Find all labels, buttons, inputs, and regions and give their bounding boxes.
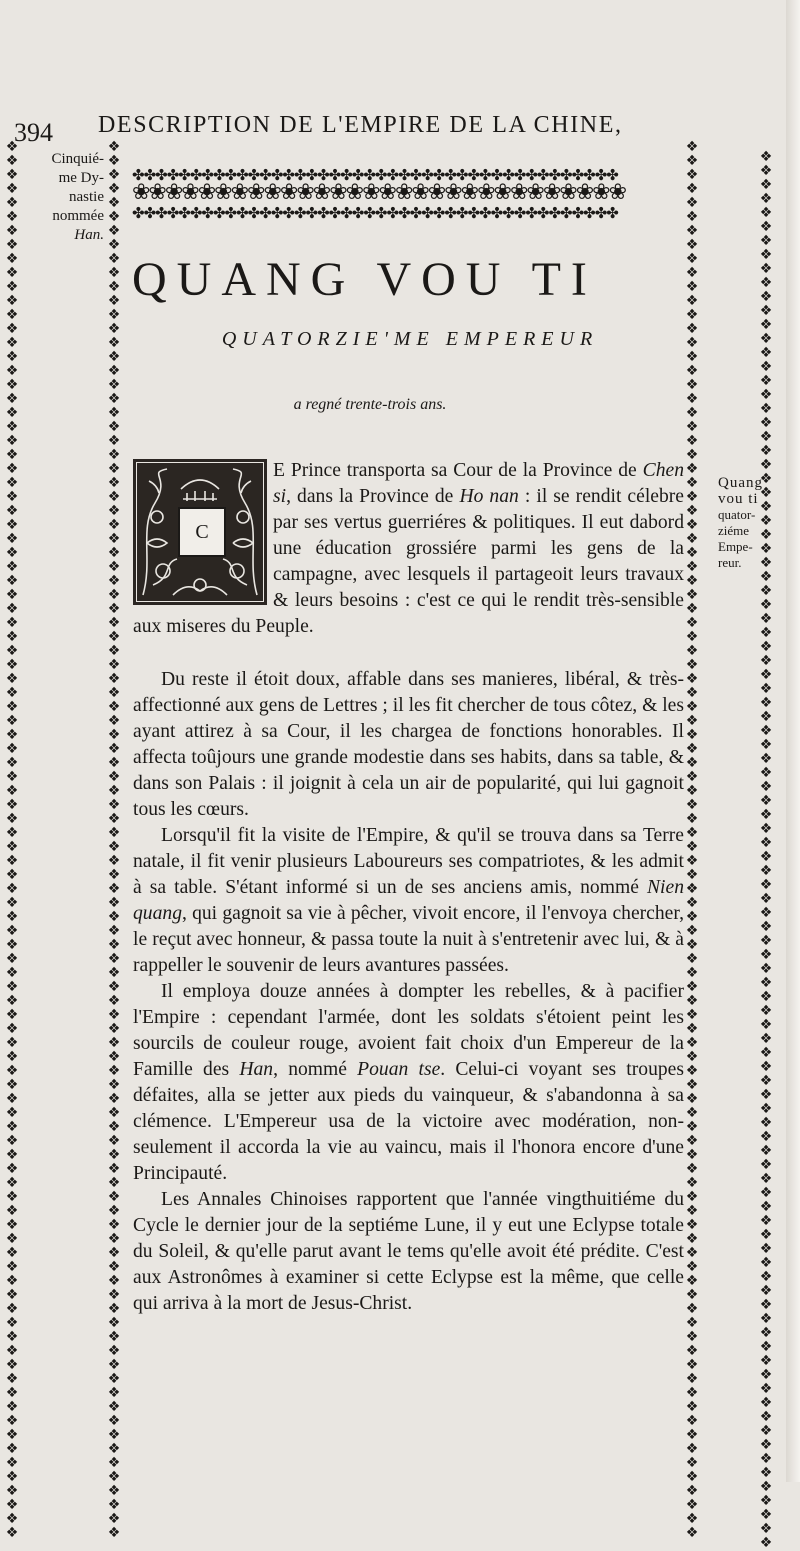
ornament-rule-outer-left: ❖❖❖❖❖❖❖❖❖❖❖❖❖❖❖❖❖❖❖❖❖❖❖❖❖❖❖❖❖❖❖❖❖❖❖❖❖❖❖❖❖❖❖❖❖❖❖❖❖❖❖❖❖❖❖❖❖❖❖❖❖❖❖❖❖❖❖❖❖❖❖❖❖❖❖❖❖❖❖❖❖❖❖❖❖❖❖❖❖❖❖❖❖❖❖❖❖❖❖❖ [5,139,19,1541]
running-head: DESCRIPTION DE L'EMPIRE DE LA CHINE, [98,112,623,138]
text-run: , dans la Province de [286,486,460,507]
margin-note-right-line: Empe- [718,539,753,554]
ornament-rule-inner-left: ❖❖❖❖❖❖❖❖❖❖❖❖❖❖❖❖❖❖❖❖❖❖❖❖❖❖❖❖❖❖❖❖❖❖❖❖❖❖❖❖❖❖❖❖❖❖❖❖❖❖❖❖❖❖❖❖❖❖❖❖❖❖❖❖❖❖❖❖❖❖❖❖❖❖❖❖❖❖❖❖❖❖❖❖❖❖❖❖❖❖❖❖❖❖❖❖❖❖❖❖ [107,139,121,1541]
text-run: , nommé [273,1059,358,1080]
page-number: 394 [14,118,53,147]
paragraph-5: Les Annales Chinoises rapportent que l'année vingthuitiéme du Cycle le dernier jour de la septiéme Lune, il y eut une Eclypse totale du Soleil, & qu'elle parut avant le tems qu'elle avoit été prédite. C'est aux Astronômes à examiner si cette Eclypse est la même, que celle qui arriva à la mort de Jesus-Christ. [133,1189,684,1314]
margin-note-right-line: ziéme [718,523,750,538]
margin-note-left-line: me Dy- [58,170,104,186]
text-run: , qui gagnoit sa vie à pêcher, vivoit encore, il l'envoya chercher, le reçut avec honneur, & passa toute la nuit à s'entretenir avec lui, & à rappeller le souvenir de leurs avantures passées. [133,903,684,976]
dynasty-name: Han [239,1059,274,1080]
margin-note-left-line: Han. [74,227,104,243]
emperor-subtitle: QUATORZIE'ME EMPEREUR [221,328,599,350]
decorated-initial [133,459,267,605]
margin-note-right-line: reur. [718,555,742,570]
text-run: Lorsqu'il fit la visite de l'Empire, & qu'il se trouva dans sa Terre natale, il fit venir plusieurs Laboureurs ses compatriotes, & les admit à sa table. S'étant informé si un de ses anciens amis, nommé [133,825,684,898]
ornament-band-middle: ❀❀❀❀❀❀❀❀❀❀❀❀❀❀❀❀❀❀❀❀❀❀❀❀❀❀❀❀❀❀ [132,180,626,205]
body-text [133,667,684,1317]
margin-note-left-line: nommée [52,208,104,224]
margin-note-right [718,475,788,571]
dropcap-letter: C [178,507,226,557]
paragraph-3 [133,823,684,979]
place-name: Ho nan [459,486,519,507]
text-run: E Prince transporta sa Cour de la Province de [273,460,643,481]
margin-note-right-line: quator- [718,507,756,522]
ornament-band-top: ✤✤✤✤✤✤✤✤✤✤✤✤✤✤✤✤✤✤✤✤✤✤✤✤✤✤✤✤✤✤✤✤✤✤✤✤✤✤✤✤✤✤ [132,166,618,184]
text-run: : il se rendit célebre par ses vertus guerriéres & politiques. Il eut dabord une éducation grossiére parmi les gens de la campagne, avec lesquels il partageoit leurs travaux & leurs besoins : c'est ce qui le rendit très-sensible aux miseres du Peuple. [133,486,684,637]
ornament-rule-outer-right: ❖❖❖❖❖❖❖❖❖❖❖❖❖❖❖❖❖❖❖❖❖❖❖❖❖❖❖❖❖❖❖❖❖❖❖❖❖❖❖❖❖❖❖❖❖❖❖❖❖❖❖❖❖❖❖❖❖❖❖❖❖❖❖❖❖❖❖❖❖❖❖❖❖❖❖❖❖❖❖❖❖❖❖❖❖❖❖❖❖❖❖❖❖❖❖❖❖❖❖❖ [759,149,773,1551]
ornament-band-bottom: ✤✤✤✤✤✤✤✤✤✤✤✤✤✤✤✤✤✤✤✤✤✤✤✤✤✤✤✤✤✤✤✤✤✤✤✤✤✤✤✤✤✤ [132,204,618,222]
ornament-rule-inner-right: ❖❖❖❖❖❖❖❖❖❖❖❖❖❖❖❖❖❖❖❖❖❖❖❖❖❖❖❖❖❖❖❖❖❖❖❖❖❖❖❖❖❖❖❖❖❖❖❖❖❖❖❖❖❖❖❖❖❖❖❖❖❖❖❖❖❖❖❖❖❖❖❖❖❖❖❖❖❖❖❖❖❖❖❖❖❖❖❖❖❖❖❖❖❖❖❖❖❖❖❖ [685,139,699,1541]
paragraph-2: Du reste il étoit doux, affable dans ses manieres, libéral, & très-affectionné aux gens de Lettres ; il les fit chercher de tous côtez, & les ayant attirez à sa Cour, il les chargea de fonctions honorables. Il affecta toûjours une grande modestie dans ses habits, dans sa table, & dans son Palais : il joignit à cela un air de popularité, qui lui gagnoit tous les cœurs. [133,669,684,820]
emperor-title: QUANG VOU TI [132,253,597,306]
margin-note-left-line: nastie [69,189,104,205]
text-run: . Celui-ci voyant ses troupes défaites, alla se jetter aux pieds du vainqueur, & s'abandonna à sa clémence. L'Empereur usa de la victoire avec modération, non-seulement il accorda la vie au vaincu, mais il l'honora encore d'une Principauté. [133,1059,684,1184]
margin-note-left-line: Cinquié- [51,151,104,167]
person-name: Nien quang [133,877,684,924]
margin-note-left [24,150,104,245]
text-run: Il employa douze années à dompter les rebelles, & à pacifier l'Empire : cependant l'armée, dont les soldats s'étoient peint les sourcils de couleur rouge, avoient fait choix d'un Empereur de la Famille des [133,981,684,1080]
reign-length: a regné trente-trois ans. [293,396,447,413]
place-name: Chen si [273,460,684,507]
margin-note-right-line: Quang [718,475,763,491]
person-name: Pouan tse [357,1059,441,1080]
next-page-edge [786,0,800,1482]
margin-note-right-line: vou ti [718,491,759,507]
paragraph-4 [133,979,684,1187]
